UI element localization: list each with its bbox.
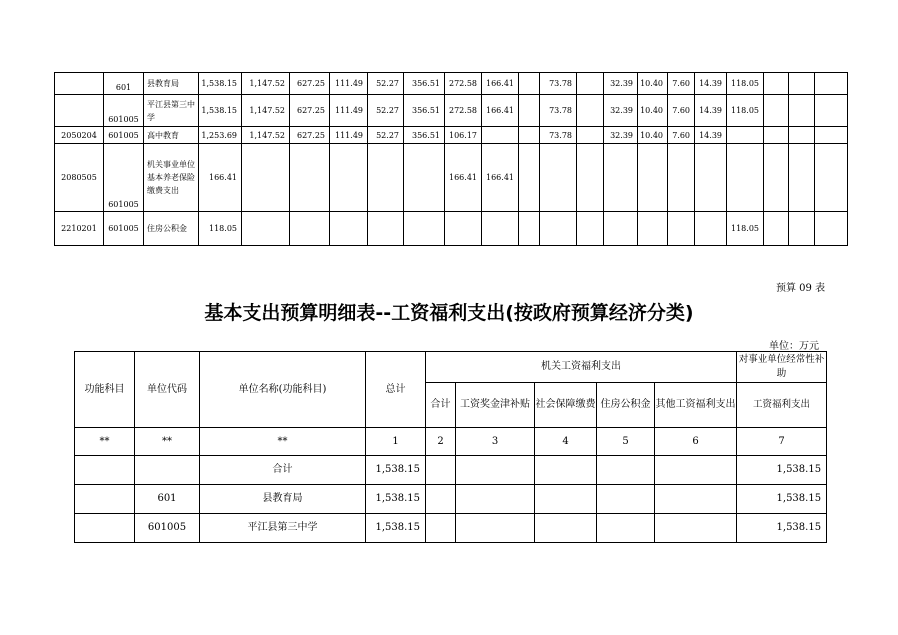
- value-cell: [764, 73, 789, 95]
- total-cell: 166.41: [199, 144, 242, 212]
- page-title: 基本支出预算明细表--工资福利支出(按政府预算经济分类): [204, 302, 694, 324]
- value-cell: 32.39: [604, 95, 638, 127]
- index-cell: 4: [535, 428, 597, 456]
- header-total: 总计: [366, 352, 426, 428]
- value-cell: [789, 212, 815, 246]
- table-row: [75, 485, 827, 514]
- value-cell: [404, 212, 445, 246]
- value-cell: [577, 73, 604, 95]
- function-code-cell: 2050204: [55, 127, 104, 144]
- value-cell: [519, 144, 540, 212]
- value-cell: [815, 144, 848, 212]
- value-cell: [404, 144, 445, 212]
- value-cell: [426, 514, 456, 543]
- value-cell: 1,538.15: [737, 485, 827, 514]
- index-row: [75, 428, 827, 456]
- header-row: [75, 352, 827, 383]
- value-cell: 1,147.52: [242, 95, 290, 127]
- header-gov-salary-group: 机关工资福利支出: [426, 352, 737, 383]
- header-housing-fund: 住房公积金: [597, 383, 655, 428]
- value-cell: [577, 127, 604, 144]
- total-cell: 1,538.15: [199, 95, 242, 127]
- index-cell: 6: [655, 428, 737, 456]
- unit-name-cell: 合计: [200, 456, 366, 485]
- unit-code-cell: 601005: [104, 212, 144, 246]
- value-cell: [789, 127, 815, 144]
- value-cell: [426, 485, 456, 514]
- value-cell: [604, 212, 638, 246]
- table-row: [55, 127, 848, 144]
- total-cell: 118.05: [199, 212, 242, 246]
- value-cell: 1,147.52: [242, 73, 290, 95]
- value-cell: 118.05: [727, 73, 764, 95]
- value-cell: 1,538.15: [737, 456, 827, 485]
- value-cell: [242, 144, 290, 212]
- unit-code-cell: 601005: [135, 514, 200, 543]
- value-cell: [695, 144, 727, 212]
- value-cell: [655, 514, 737, 543]
- function-code-cell: 2080505: [55, 144, 104, 212]
- total-cell: 1,538.15: [366, 514, 426, 543]
- value-cell: 118.05: [727, 212, 764, 246]
- value-cell: [577, 144, 604, 212]
- value-cell: 14.39: [695, 127, 727, 144]
- value-cell: [482, 212, 519, 246]
- function-code-cell: 2210201: [55, 212, 104, 246]
- table-row: [55, 95, 848, 127]
- value-cell: [540, 144, 577, 212]
- header-subtotal: 合计: [426, 383, 456, 428]
- total-cell: 1,538.15: [366, 485, 426, 514]
- value-cell: [764, 212, 789, 246]
- value-cell: 111.49: [330, 127, 368, 144]
- index-cell: **: [135, 428, 200, 456]
- header-func-subject: 功能科目: [75, 352, 135, 428]
- value-cell: 14.39: [695, 73, 727, 95]
- value-cell: [577, 95, 604, 127]
- unit-code-cell: 601005: [104, 144, 144, 212]
- index-cell: 5: [597, 428, 655, 456]
- value-cell: [290, 212, 330, 246]
- value-cell: [577, 212, 604, 246]
- value-cell: [445, 212, 482, 246]
- value-cell: 7.60: [668, 73, 695, 95]
- value-cell: 7.60: [668, 95, 695, 127]
- unit-name-cell: 机关事业单位基本养老保险缴费支出: [144, 144, 199, 212]
- value-cell: [764, 95, 789, 127]
- value-cell: [695, 212, 727, 246]
- value-cell: 627.25: [290, 73, 330, 95]
- value-cell: [815, 95, 848, 127]
- value-cell: [597, 514, 655, 543]
- function-code-cell: [55, 73, 104, 95]
- value-cell: 7.60: [668, 127, 695, 144]
- header-salary-bonus: 工资奖金津补贴: [456, 383, 535, 428]
- unit-name-cell: 住房公积金: [144, 212, 199, 246]
- header-unit-code: 单位代码: [135, 352, 200, 428]
- value-cell: 111.49: [330, 73, 368, 95]
- value-cell: 166.41: [445, 144, 482, 212]
- value-cell: 52.27: [368, 95, 404, 127]
- value-cell: [789, 73, 815, 95]
- unit-name-cell: 平江县第三中学: [144, 95, 199, 127]
- value-cell: [519, 73, 540, 95]
- value-cell: [519, 127, 540, 144]
- value-cell: 356.51: [404, 127, 445, 144]
- value-cell: [456, 456, 535, 485]
- value-cell: 52.27: [368, 73, 404, 95]
- unit-code-cell: 601005: [104, 127, 144, 144]
- value-cell: [330, 212, 368, 246]
- value-cell: [330, 144, 368, 212]
- table-row: [55, 144, 848, 212]
- value-cell: 627.25: [290, 127, 330, 144]
- value-cell: [426, 456, 456, 485]
- value-cell: 73.78: [540, 127, 577, 144]
- value-cell: [482, 127, 519, 144]
- value-cell: [815, 127, 848, 144]
- value-cell: [597, 456, 655, 485]
- value-cell: [789, 95, 815, 127]
- table-row: [75, 514, 827, 543]
- total-cell: 1,538.15: [366, 456, 426, 485]
- value-cell: [668, 144, 695, 212]
- value-cell: 73.78: [540, 73, 577, 95]
- table-row: [55, 212, 848, 246]
- value-cell: [764, 127, 789, 144]
- index-cell: 3: [456, 428, 535, 456]
- header-other-welfare: 其他工资福利支出: [655, 383, 737, 428]
- unit-label: 单位：万元: [769, 341, 819, 352]
- value-cell: [727, 144, 764, 212]
- unit-code-cell: 601: [135, 485, 200, 514]
- value-cell: 32.39: [604, 127, 638, 144]
- salary-welfare-budget-table: [74, 351, 827, 543]
- table-row: [75, 456, 827, 485]
- value-cell: [242, 212, 290, 246]
- value-cell: 52.27: [368, 127, 404, 144]
- function-code-cell: [75, 456, 135, 485]
- unit-name-cell: 县教育局: [144, 73, 199, 95]
- value-cell: 627.25: [290, 95, 330, 127]
- index-cell: 2: [426, 428, 456, 456]
- value-cell: [764, 144, 789, 212]
- value-cell: 106.17: [445, 127, 482, 144]
- value-cell: [789, 144, 815, 212]
- value-cell: [519, 95, 540, 127]
- value-cell: 111.49: [330, 95, 368, 127]
- header-subsidy-salary: 工资福利支出: [737, 383, 827, 428]
- total-cell: 1,538.15: [199, 73, 242, 95]
- function-code-cell: [75, 514, 135, 543]
- value-cell: [655, 456, 737, 485]
- continued-budget-table: [54, 72, 848, 246]
- value-cell: 14.39: [695, 95, 727, 127]
- value-cell: [668, 212, 695, 246]
- value-cell: [815, 212, 848, 246]
- unit-code-cell: 601005: [104, 95, 144, 127]
- value-cell: 166.41: [482, 95, 519, 127]
- value-cell: 10.40: [638, 73, 668, 95]
- header-subsidy-group: 对事业单位经常性补助: [737, 352, 827, 383]
- unit-code-cell: [135, 456, 200, 485]
- index-cell: **: [75, 428, 135, 456]
- value-cell: 166.41: [482, 73, 519, 95]
- value-cell: 1,147.52: [242, 127, 290, 144]
- total-cell: 1,253.69: [199, 127, 242, 144]
- index-cell: 7: [737, 428, 827, 456]
- unit-code-cell: 601: [104, 73, 144, 95]
- value-cell: [535, 456, 597, 485]
- value-cell: 10.40: [638, 95, 668, 127]
- value-cell: [519, 212, 540, 246]
- value-cell: 356.51: [404, 73, 445, 95]
- function-code-cell: [55, 95, 104, 127]
- value-cell: 73.78: [540, 95, 577, 127]
- value-cell: 118.05: [727, 95, 764, 127]
- value-cell: 356.51: [404, 95, 445, 127]
- value-cell: [604, 144, 638, 212]
- value-cell: 1,538.15: [737, 514, 827, 543]
- value-cell: [535, 485, 597, 514]
- value-cell: [655, 485, 737, 514]
- value-cell: 272.58: [445, 95, 482, 127]
- unit-name-cell: 县教育局: [200, 485, 366, 514]
- value-cell: [597, 485, 655, 514]
- value-cell: [368, 144, 404, 212]
- value-cell: [535, 514, 597, 543]
- value-cell: 32.39: [604, 73, 638, 95]
- value-cell: [815, 73, 848, 95]
- value-cell: [456, 485, 535, 514]
- value-cell: [368, 212, 404, 246]
- value-cell: [540, 212, 577, 246]
- value-cell: [727, 127, 764, 144]
- header-unit-name: 单位名称(功能科目): [200, 352, 366, 428]
- index-cell: 1: [366, 428, 426, 456]
- function-code-cell: [75, 485, 135, 514]
- value-cell: [290, 144, 330, 212]
- value-cell: [638, 144, 668, 212]
- unit-name-cell: 平江县第三中学: [200, 514, 366, 543]
- value-cell: [456, 514, 535, 543]
- form-code-label: 预算 09 表: [776, 283, 826, 294]
- header-social-security: 社会保障缴费: [535, 383, 597, 428]
- index-cell: **: [200, 428, 366, 456]
- value-cell: [638, 212, 668, 246]
- unit-name-cell: 高中教育: [144, 127, 199, 144]
- value-cell: 272.58: [445, 73, 482, 95]
- value-cell: 166.41: [482, 144, 519, 212]
- value-cell: 10.40: [638, 127, 668, 144]
- table-row: [55, 73, 848, 95]
